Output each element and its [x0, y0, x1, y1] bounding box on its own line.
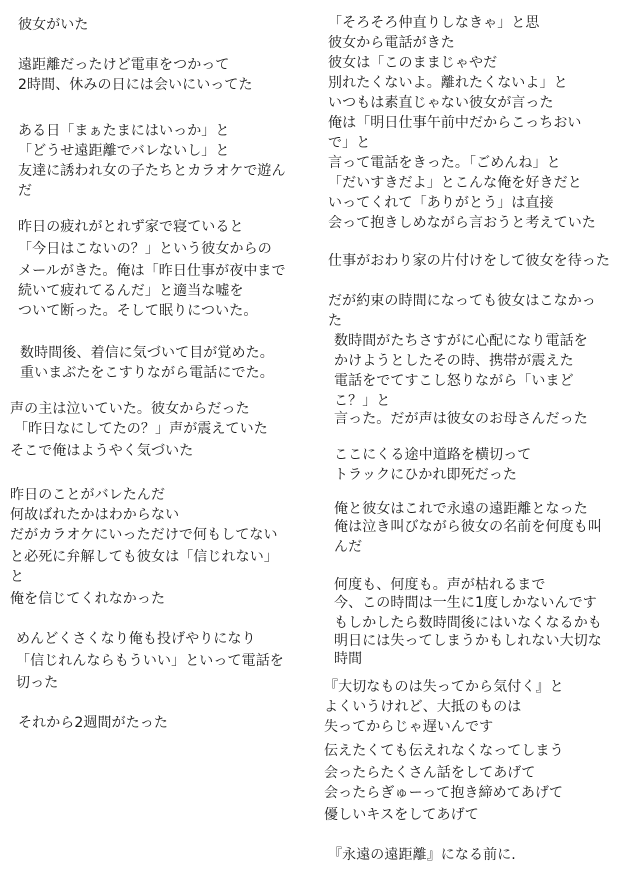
right-text-line: で」と	[328, 135, 371, 151]
right-text-line: 会ったらたくさん話をしてあげて	[324, 765, 536, 781]
left-text-line: 切った	[16, 675, 59, 691]
right-text-line: 数時間がたちさすがに心配になり電話を	[334, 333, 588, 349]
right-text-line: ここにくる途中道路を横切って	[334, 447, 532, 463]
right-text-line: 彼女は「このままじゃやだ	[328, 55, 498, 71]
right-text-line: 『大切なものは失ってから気付く』と	[324, 679, 564, 695]
right-text-line: 彼女から電話がきた	[328, 35, 455, 51]
right-text-line: た	[328, 313, 343, 329]
right-text-line: 俺は「明日仕事午前中だからこっちおい	[328, 115, 582, 131]
right-text-line: 言った。だが声は彼女のお母さんだった	[334, 411, 588, 427]
right-text-line: トラックにひかれ即死だった	[334, 467, 518, 483]
right-text-line: 伝えたくても伝えれなくなってしまう	[324, 743, 564, 759]
left-text-line: それから2週間がたった	[18, 715, 169, 731]
left-text-line: 遠距離だったけど電車をつかって	[18, 57, 230, 73]
right-text-line: 「だいすきだよ」とこんな俺を好きだと	[328, 175, 582, 191]
left-text-line: メールがきた。俺は「昨日仕事が夜中まで	[18, 263, 286, 279]
right-text-line: 時間	[334, 651, 363, 667]
left-text-line: 「信じれんならもういい」といって電話を	[16, 653, 284, 669]
right-text-line: こ？」と	[334, 393, 391, 409]
right-text-line: 『永遠の遠距離』になる前に.	[328, 847, 516, 863]
right-text-line: 言って電話をきった。「ごめんね」と	[328, 155, 561, 171]
right-text-line: 俺と彼女はこれで永遠の遠距離となった	[334, 501, 588, 517]
right-text-line: もしかしたら数時間後にはいなくなるかも	[334, 615, 602, 631]
left-text-line: 昨日のことがバレたんだ	[10, 487, 166, 503]
right-text-line: 会ったらぎゅーって抱き締めてあげて	[324, 785, 564, 801]
right-text-line: いってくれて「ありがとう」は直接	[328, 195, 554, 211]
right-text-line: 仕事がおわり家の片付けをして彼女を待った	[328, 253, 610, 269]
left-text-line: 重いまぶたをこすりながら電話にでた。	[20, 365, 274, 381]
left-text-line: 何故ばれたかはわからない	[10, 507, 180, 523]
right-text-line: 失ってからじゃ遅いんです	[324, 719, 494, 735]
left-text-line: 彼女がいた	[18, 17, 89, 33]
right-text-line: 明日には失ってしまうかもしれない大切な	[334, 633, 602, 649]
right-text-line: 今、この時間は一生に1度しかないんです	[334, 595, 597, 611]
right-text-line: 会って抱きしめながら言おうと考えていた	[328, 215, 596, 231]
right-text-line: 俺は泣き叫びながら彼女の名前を何度も叫	[334, 519, 602, 535]
left-text-line: ついて断った。そして眠りについた。	[18, 303, 258, 319]
left-text-line: 「今日はこないの？」という彼女からの	[18, 241, 272, 257]
left-text-line: 俺を信じてくれなかった	[10, 591, 166, 607]
right-text-line: だが約束の時間になっても彼女はこなかっ	[328, 293, 596, 309]
right-text-line: よくいうけれど、大抵のものは	[324, 699, 522, 715]
left-text-line: めんどくさくなり俺も投げやりになり	[16, 631, 256, 647]
right-text-line: 「そろそろ仲直りしなきゃ」と思	[328, 15, 540, 31]
left-text-line: 2時間、休みの日には会いにいってた	[18, 77, 253, 93]
right-text-line: いつもは素直じゃない彼女が言った	[328, 95, 554, 111]
right-text-line: 優しいキスをしてあげて	[324, 807, 479, 823]
left-text-line: と	[10, 569, 25, 585]
right-text-line: 別れたくないよ。離れたくないよ」と	[328, 75, 568, 91]
left-text-line: だがカラオケにいっただけで何もしてない	[10, 527, 278, 543]
left-text-line: ある日「まぁたまにはいっか」と	[18, 123, 230, 139]
left-text-line: だ	[18, 183, 33, 199]
left-text-line: 昨日の疲れがとれず家で寝ていると	[18, 219, 244, 235]
right-text-line: 何度も、何度も。声が枯れるまで	[334, 577, 546, 593]
left-text-line: 「昨日なにしてたの？」声が震えていた	[14, 421, 268, 437]
left-text-line: 「どうせ遠距離でバレないし」と	[18, 143, 230, 159]
left-text-line: と必死に弁解しても彼女は「信じれない」	[10, 549, 278, 565]
left-text-line: そこで俺はようやく気づいた	[10, 443, 194, 459]
right-text-line: 電話をでてすこし怒りながら「いまど	[334, 373, 574, 389]
left-text-line: 友達に誘われ女の子たちとカラオケで遊ん	[18, 163, 286, 179]
right-text-line: かけようとしたその時、携帯が震えた	[334, 353, 574, 369]
left-text-line: 声の主は泣いていた。彼女からだった	[10, 401, 250, 417]
left-text-line: 数時間後、着信に気づいて目が覚めた。	[20, 345, 274, 361]
right-text-line: んだ	[334, 539, 363, 555]
left-text-line: 続いて疲れてるんだ」と適当な嘘を	[18, 283, 244, 299]
